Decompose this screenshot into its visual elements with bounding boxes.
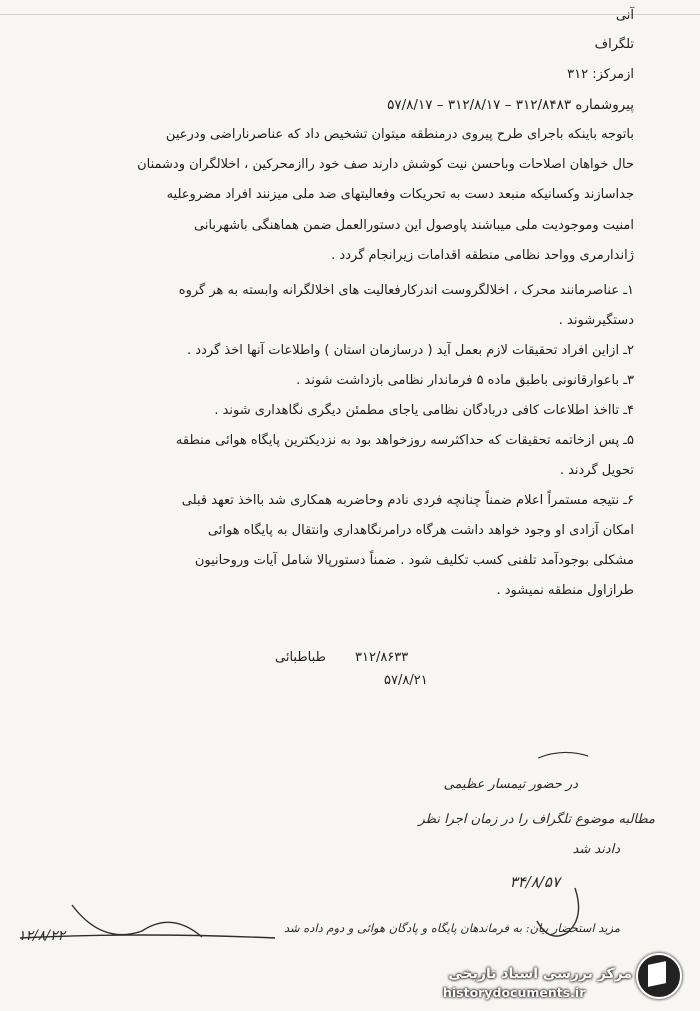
body-intro-line: امنیت وموجودیت ملی میباشند پاوصول این دستورالعمل ضمن هماهنگی باشهربانی	[193, 218, 634, 233]
body-item-6-line: مشکلی بوجودآمد تلفنی کسب تکلیف شود . ضمناً دستورپالا شامل آیات وروحانیون	[194, 553, 634, 568]
header-urgent: آنی	[615, 8, 634, 23]
body-item-5-line: تحویل گردند .	[559, 463, 634, 478]
body-intro-line: باتوجه باینکه باجرای طرح پیروی درمنطقه میتوان تشخیص داد که عناصرناراضی ودرعین	[165, 127, 634, 142]
body-item-4: ۴ـ تااخذ اطلاعات کافی دربادگان نظامی یاجای مطمئن دیگری نگاهداری شوند .	[214, 403, 634, 418]
handwritten-note-line: مطالبه موضوع تلگراف را در زمان اجرا نظر	[418, 812, 655, 827]
signature-date: ۵۷/۸/۲۱	[384, 673, 428, 688]
handwritten-note-line: دادند شد	[572, 842, 620, 857]
header-reference: پیروشماره ۳۱۲/۸۴۸۳ – ۳۱۲/۸/۱۷ – ۵۷/۸/۱۷	[387, 97, 634, 113]
body-item-3: ۳ـ باعوارقانونی باطبق ماده ۵ فرماندار نظامی بازداشت شوند .	[296, 373, 634, 388]
body-intro-line: جداسازند وکسانیکه منبعد دست به تحریکات وفعالیتهای ضد ملی میزنند افراد مضروعلیه	[166, 187, 634, 202]
top-faint-mark	[0, 14, 700, 15]
signature-name: طباطبائی	[275, 650, 326, 665]
body-item-6-line: ۶ـ نتیجه مستمراً اعلام ضمناً چنانچه فردی نادم وحاضربه همکاری شد بااخذ تعهد قبلی	[181, 493, 634, 508]
body-item-6-line: امکان آزادی او وجود خواهد داشت هرگاه درامرنگاهداری وانتقال به پایگاه هوائی	[207, 523, 634, 538]
handwritten-note-date: ۱۲/۸/۲۲	[18, 928, 66, 944]
body-intro-line: حال خواهان اصلاحات وباحسن نیت کوشش دارند صف خود راازمحرکین ، اخلالگران ودشمنان	[137, 157, 634, 172]
body-item-2: ۲ـ ازاین افراد تحقیقات لازم بعمل آید ( درسازمان استان ) واطلاعات آنها اخذ گردد .	[187, 343, 634, 358]
watermark-url: historydocuments.ir	[443, 985, 586, 1000]
watermark-title: مرکز بررسی اسناد تاریخی	[448, 966, 632, 982]
body-item-1-line: دستگیرشوند .	[558, 313, 634, 328]
handwritten-note-line: مزید استحضار بیان: به فرماندهان پایگاه و پادگان هوائی و دوم داده شد	[283, 921, 620, 935]
body-item-5-line: ۵ـ پس ازخاتمه تحقیقات که حداکثرسه روزخواهد بود به نزدیکترین پایگاه هوائی منطقه	[175, 433, 634, 448]
handwritten-note-date: ۳۴/۸/۵۷	[509, 873, 560, 891]
signature-number: ۳۱۲/۸۶۳۳	[355, 650, 409, 665]
body-item-1-line: ۱ـ عناصرمانند محرک ، اخلالگروست اندرکارفعالیت های اخلالگرانه وابسته به هر گروه	[178, 283, 634, 298]
header-from-center: ازمرکز: ۳۱۲	[567, 67, 634, 82]
handwritten-note-line: در حضور تیمسار عظیمی	[443, 777, 578, 792]
body-item-6-line: طرازاول منطقه نمیشود .	[496, 583, 634, 598]
header-telegraph: تلگراف	[594, 37, 634, 52]
body-intro-line: ژاندارمری وواحد نظامی منطقه اقدامات زیرانجام گردد .	[331, 248, 634, 263]
archive-logo-page-icon	[648, 961, 666, 987]
